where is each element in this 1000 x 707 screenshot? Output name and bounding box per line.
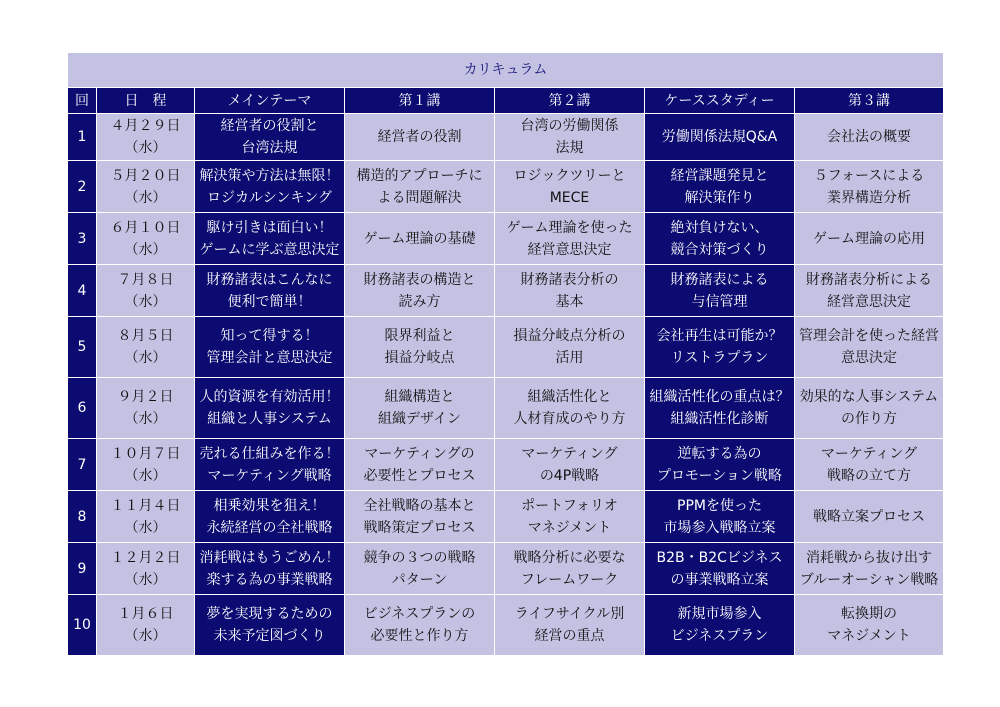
row-number: 1 [68,114,97,161]
lecture-2: 損益分岐点分析の 活用 [495,317,645,378]
table-title: カリキュラム [68,53,944,88]
session-date: １２月２日 （水） [97,543,195,595]
session-date: ８月５日 （水） [97,317,195,378]
lecture-2: 戦略分析に必要な フレームワーク [495,543,645,595]
lecture-1: 組織構造と 組織デザイン [345,378,495,439]
row-number: 6 [68,378,97,439]
lecture-1: 構造的アプローチに よる問題解決 [345,161,495,213]
session-date: ４月２９日 （水） [97,114,195,161]
lecture-1: ビジネスプランの 必要性と作り方 [345,595,495,656]
header-main-theme: メインテーマ [195,88,345,114]
lecture-2: ロジックツリーと MECE [495,161,645,213]
table-row [68,265,944,317]
lecture-3: ゲーム理論の応用 [795,213,944,265]
row-number: 3 [68,213,97,265]
header-lecture-1: 第１講 [345,88,495,114]
header-number: 回 [68,88,97,114]
header-case-study: ケーススタディー [645,88,795,114]
main-theme: 人的資源を有効活用！ 組織と人事システム [195,378,345,439]
case-study: 逆転する為の プロモーション戦略 [645,439,795,491]
session-date: ７月８日 （水） [97,265,195,317]
case-study: 絶対負けない、 競合対策づくり [645,213,795,265]
case-study: 会社再生は可能か？ リストラプラン [645,317,795,378]
lecture-2: 財務諸表分析の 基本 [495,265,645,317]
case-study: PPMを使った 市場参入戦略立案 [645,491,795,543]
main-theme: 解決策や方法は無限！ ロジカルシンキング [195,161,345,213]
header-date: 日 程 [97,88,195,114]
case-study: 新規市場参入 ビジネスプラン [645,595,795,656]
lecture-1: ゲーム理論の基礎 [345,213,495,265]
row-number: 5 [68,317,97,378]
lecture-3: 戦略立案プロセス [795,491,944,543]
lecture-1: 経営者の役割 [345,114,495,161]
main-theme: 経営者の役割と 台湾法規 [195,114,345,161]
lecture-3: 会社法の概要 [795,114,944,161]
main-theme: 消耗戦はもうごめん！ 楽する為の事業戦略 [195,543,345,595]
header-row [68,88,944,114]
lecture-2: ポートフォリオ マネジメント [495,491,645,543]
lecture-3: ５フォースによる 業界構造分析 [795,161,944,213]
lecture-3: 財務諸表分析による 経営意思決定 [795,265,944,317]
lecture-3: 管理会計を使った経営 意思決定 [795,317,944,378]
title-row [68,53,944,88]
row-number: 9 [68,543,97,595]
session-date: ５月２０日 （水） [97,161,195,213]
table-row [68,213,944,265]
main-theme: 売れる仕組みを作る！ マーケティング戦略 [195,439,345,491]
main-theme: 相乗効果を狙え！ 永続経営の全社戦略 [195,491,345,543]
session-date: ９月２日 （水） [97,378,195,439]
row-number: 10 [68,595,97,656]
table-row [68,439,944,491]
lecture-1: 競争の３つの戦略 パターン [345,543,495,595]
lecture-1: 財務諸表の構造と 読み方 [345,265,495,317]
row-number: 8 [68,491,97,543]
main-theme: 駆け引きは面白い！ ゲームに学ぶ意思決定 [195,213,345,265]
curriculum-table [67,52,944,656]
table-row [68,161,944,213]
case-study: 組織活性化の重点は？ 組織活性化診断 [645,378,795,439]
table-row [68,317,944,378]
row-number: 7 [68,439,97,491]
lecture-2: マーケティング の4P戦略 [495,439,645,491]
case-study: B2B・B2Cビジネス の事業戦略立案 [645,543,795,595]
table-row [68,378,944,439]
table-row [68,543,944,595]
case-study: 財務諸表による 与信管理 [645,265,795,317]
lecture-1: マーケティングの 必要性とプロセス [345,439,495,491]
table-row [68,491,944,543]
lecture-2: ライフサイクル別 経営の重点 [495,595,645,656]
main-theme: 夢を実現するための 未来予定図づくり [195,595,345,656]
lecture-3: 効果的な人事システム の作り方 [795,378,944,439]
header-lecture-3: 第３講 [795,88,944,114]
table-row [68,114,944,161]
table-row [68,595,944,656]
lecture-3: 転換期の マネジメント [795,595,944,656]
case-study: 労働関係法規Q&A [645,114,795,161]
header-lecture-2: 第２講 [495,88,645,114]
lecture-1: 限界利益と 損益分岐点 [345,317,495,378]
session-date: １月６日 （水） [97,595,195,656]
session-date: １１月４日 （水） [97,491,195,543]
case-study: 経営課題発見と 解決策作り [645,161,795,213]
lecture-1: 全社戦略の基本と 戦略策定プロセス [345,491,495,543]
session-date: １０月７日 （水） [97,439,195,491]
lecture-2: ゲーム理論を使った 経営意思決定 [495,213,645,265]
session-date: ６月１０日 （水） [97,213,195,265]
lecture-3: 消耗戦から抜け出す ブルーオーシャン戦略 [795,543,944,595]
row-number: 2 [68,161,97,213]
main-theme: 知って得する！ 管理会計と意思決定 [195,317,345,378]
main-theme: 財務諸表はこんなに 便利で簡単！ [195,265,345,317]
lecture-3: マーケティング 戦略の立て方 [795,439,944,491]
row-number: 4 [68,265,97,317]
lecture-2: 組織活性化と 人材育成のやり方 [495,378,645,439]
lecture-2: 台湾の労働関係 法規 [495,114,645,161]
